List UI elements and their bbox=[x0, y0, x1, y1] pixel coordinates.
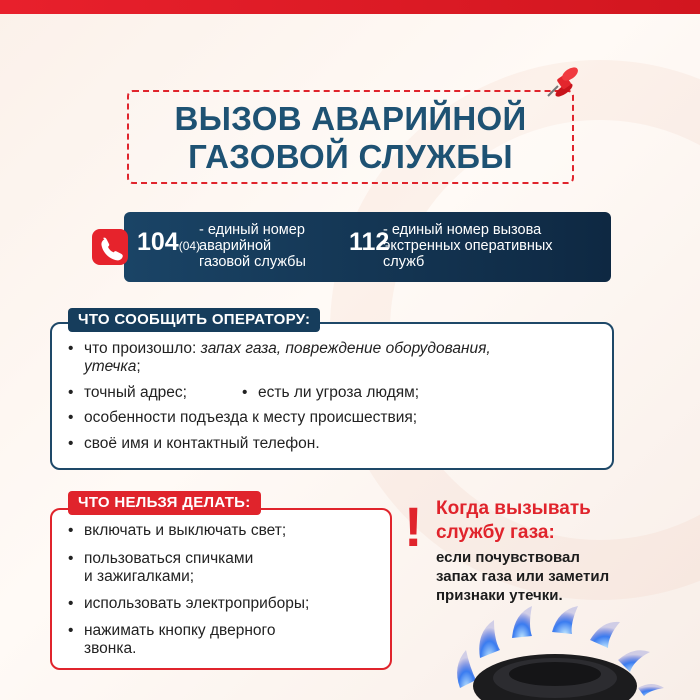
item-text: что произошло: bbox=[84, 340, 201, 357]
phone-104-description bbox=[199, 222, 306, 270]
list-item bbox=[68, 384, 187, 402]
exclamation-icon: ! bbox=[404, 495, 423, 558]
list-item bbox=[68, 435, 320, 453]
phone-number-112: 112 bbox=[349, 228, 390, 256]
bullet: • bbox=[68, 595, 74, 612]
phone-112-description bbox=[383, 222, 553, 270]
item-text: особенности подъезда к месту происшествия; bbox=[84, 409, 418, 426]
gas-burner-icon bbox=[440, 600, 670, 700]
number-104: 104 bbox=[137, 228, 179, 256]
item-text: точный адрес; bbox=[84, 384, 187, 401]
list-item bbox=[68, 409, 418, 427]
operator-section-label: ЧТО СООБЩИТЬ ОПЕРАТОРУ: bbox=[68, 308, 320, 332]
desc-line: служб bbox=[383, 254, 425, 270]
desc-line: газовой службы bbox=[199, 254, 306, 270]
item-text: своё имя и контактный телефон. bbox=[84, 435, 320, 452]
bullet: • bbox=[68, 384, 74, 401]
page-title bbox=[129, 100, 572, 176]
when-text-line: если почувствовал bbox=[436, 549, 580, 566]
item-italic: запах газа, повреждение оборудования, bbox=[200, 340, 491, 357]
bullet: • bbox=[68, 622, 74, 639]
when-title-line: Когда вызывать bbox=[436, 498, 591, 519]
list-item bbox=[68, 340, 604, 376]
item-text: включать и выключать свет; bbox=[84, 522, 287, 539]
title-line-1: ВЫЗОВ АВАРИЙНОЙ bbox=[174, 100, 527, 137]
list-item bbox=[68, 550, 254, 586]
item-text: пользоваться спичками bbox=[84, 550, 254, 567]
desc-line: экстренных оперативных bbox=[383, 238, 553, 254]
number-04: (04) bbox=[178, 239, 201, 253]
when-text-line: запах газа или заметил bbox=[436, 568, 610, 585]
item-end: ; bbox=[136, 358, 141, 375]
when-to-call-text bbox=[436, 548, 609, 605]
item-text: есть ли угроза людям; bbox=[258, 384, 420, 401]
list-item bbox=[68, 622, 276, 658]
forbidden-section-label: ЧТО НЕЛЬЗЯ ДЕЛАТЬ: bbox=[68, 491, 261, 515]
bullet: • bbox=[68, 550, 74, 567]
item-text: нажимать кнопку дверного bbox=[84, 622, 276, 639]
phone-icon bbox=[92, 229, 128, 265]
bullet: • bbox=[68, 435, 74, 452]
bullet: • bbox=[242, 384, 248, 401]
phone-number-104 bbox=[137, 228, 200, 257]
list-item bbox=[68, 595, 310, 613]
list-item bbox=[242, 384, 420, 402]
title-frame bbox=[127, 90, 574, 184]
top-bar bbox=[0, 0, 700, 14]
list-item bbox=[68, 522, 287, 540]
title-line-2: ГАЗОВОЙ СЛУЖБЫ bbox=[188, 138, 513, 175]
when-to-call-title bbox=[436, 497, 591, 545]
item-italic-2: утечка bbox=[84, 358, 137, 375]
item-text: использовать электроприборы; bbox=[84, 595, 310, 612]
when-title-line: службу газа: bbox=[436, 522, 555, 543]
item-text: и зажигалками; bbox=[84, 568, 195, 585]
bullet: • bbox=[68, 409, 74, 426]
bullet: • bbox=[68, 340, 74, 357]
when-text-line: признаки утечки. bbox=[436, 587, 563, 604]
desc-line: - единый номер вызова bbox=[383, 222, 542, 238]
item-text: звонка. bbox=[84, 640, 137, 657]
bullet: • bbox=[68, 522, 74, 539]
pushpin-icon bbox=[540, 64, 580, 104]
desc-line: - единый номер bbox=[199, 222, 305, 238]
desc-line: аварийной bbox=[199, 238, 272, 254]
